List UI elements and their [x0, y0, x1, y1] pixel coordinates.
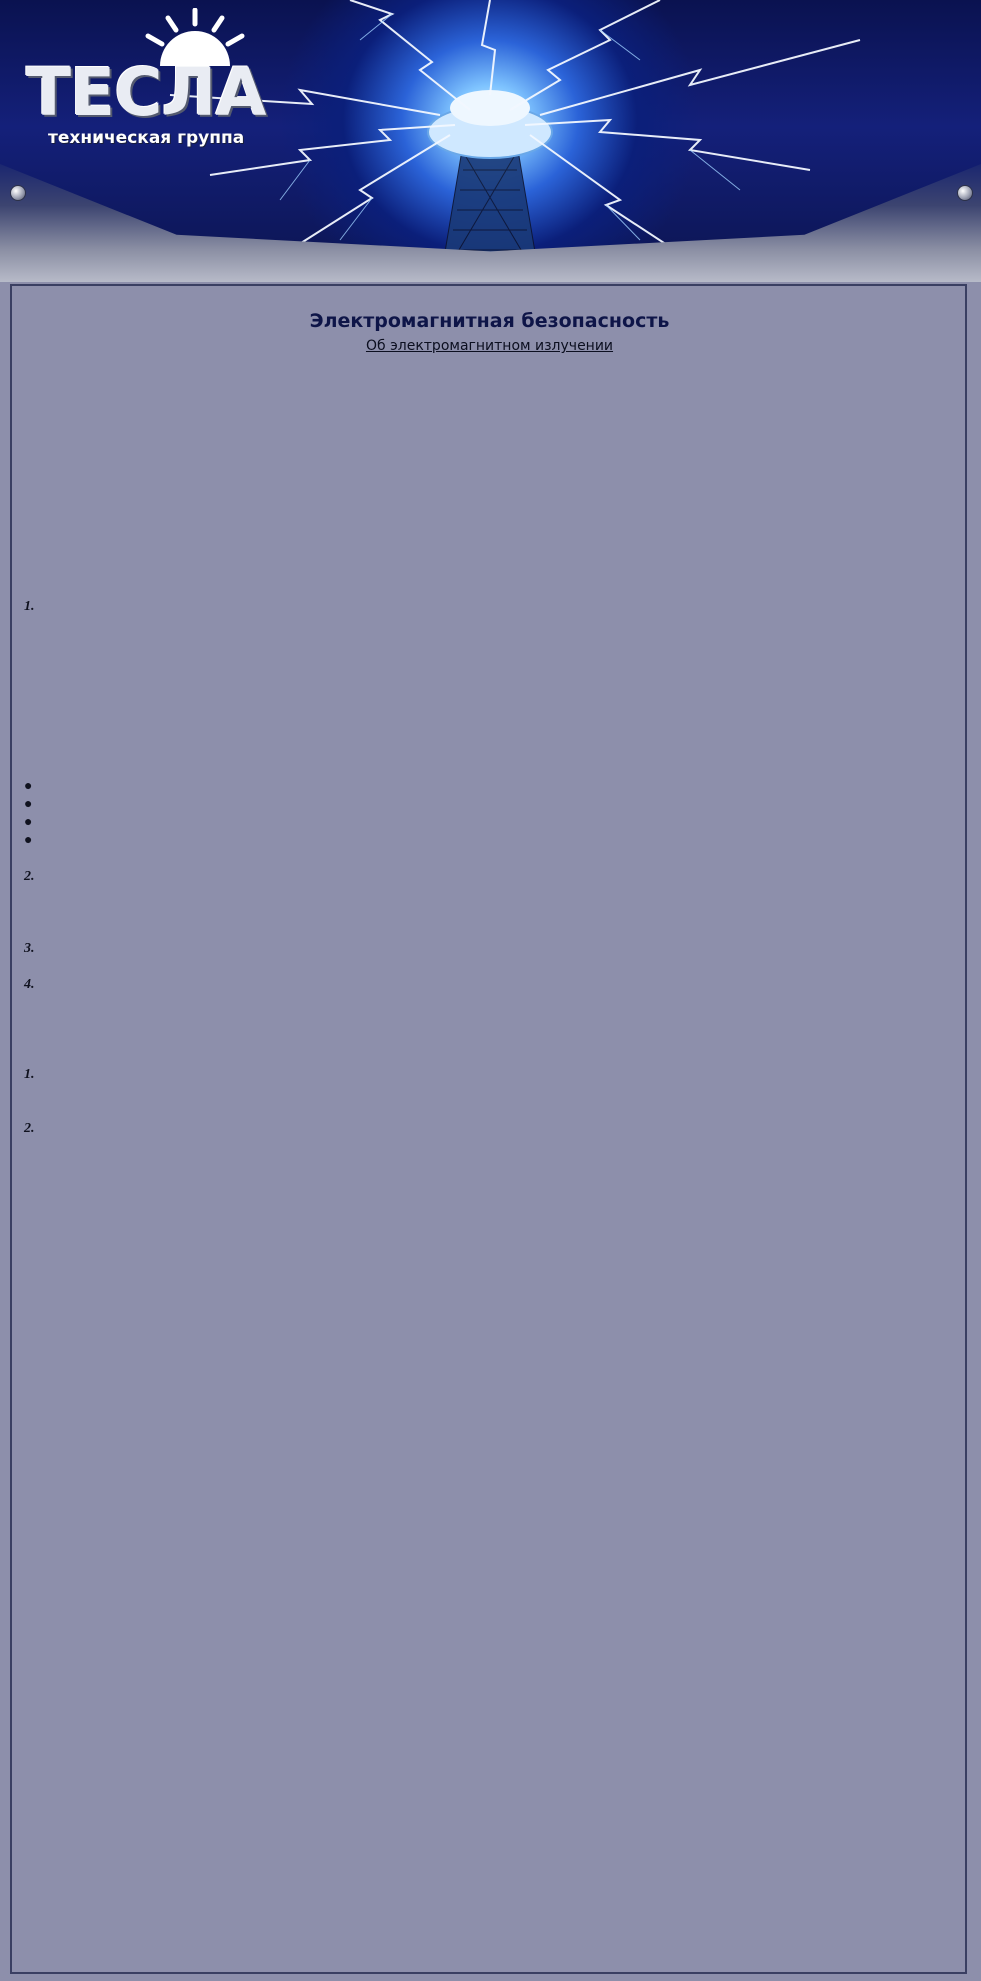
header-banner: [0, 0, 981, 282]
paragraph: [24, 1174, 955, 1228]
bullet-icon: ●: [24, 779, 33, 794]
list-item: [24, 868, 955, 940]
page-subtitle: Об электромагнитном излучении: [365, 338, 614, 354]
bullet-icon: ●: [24, 833, 33, 848]
list-item: [24, 598, 955, 670]
bullet-icon: ●: [24, 797, 33, 812]
list-number: 2.: [24, 869, 35, 884]
range-item: [24, 688, 955, 706]
range-item: [24, 724, 955, 742]
list-number: 1.: [24, 599, 35, 614]
paragraph: [24, 1048, 955, 1066]
logo-wordmark: ТЕСЛА: [26, 54, 266, 131]
range-item: [24, 670, 955, 688]
list-number: 4.: [24, 977, 35, 992]
list-item: [24, 832, 955, 850]
logo[interactable]: [22, 8, 282, 148]
paragraph: [24, 364, 955, 418]
paragraph: [24, 1588, 955, 1660]
list-item: [24, 1066, 955, 1120]
list-item: [24, 814, 955, 832]
list-number: 3.: [24, 941, 35, 956]
range-item: [24, 742, 955, 778]
paragraph: [24, 1354, 955, 1408]
list-item: [24, 976, 955, 1030]
page-title: Электромагнитная безопасность: [309, 310, 670, 332]
paragraph: [24, 1426, 955, 1498]
list-item: [24, 796, 955, 814]
list-item: [24, 1120, 955, 1156]
bullet-icon: ●: [24, 815, 33, 830]
article-body: [24, 364, 955, 1840]
paragraph: [24, 1516, 955, 1570]
paragraph: [24, 1678, 955, 1732]
screw-icon: [10, 185, 26, 201]
paragraph: [24, 508, 955, 580]
logo-subtitle: техническая группа: [48, 128, 245, 148]
list-item: [24, 778, 955, 796]
list-number: 2.: [24, 1121, 35, 1136]
paragraph: [24, 436, 955, 490]
paragraph: [24, 1246, 955, 1336]
list-item: [24, 940, 955, 976]
screw-icon: [957, 185, 973, 201]
paragraph: [24, 1750, 955, 1840]
list-number: 1.: [24, 1067, 35, 1082]
range-item: [24, 706, 955, 724]
article-panel: [10, 284, 967, 1974]
